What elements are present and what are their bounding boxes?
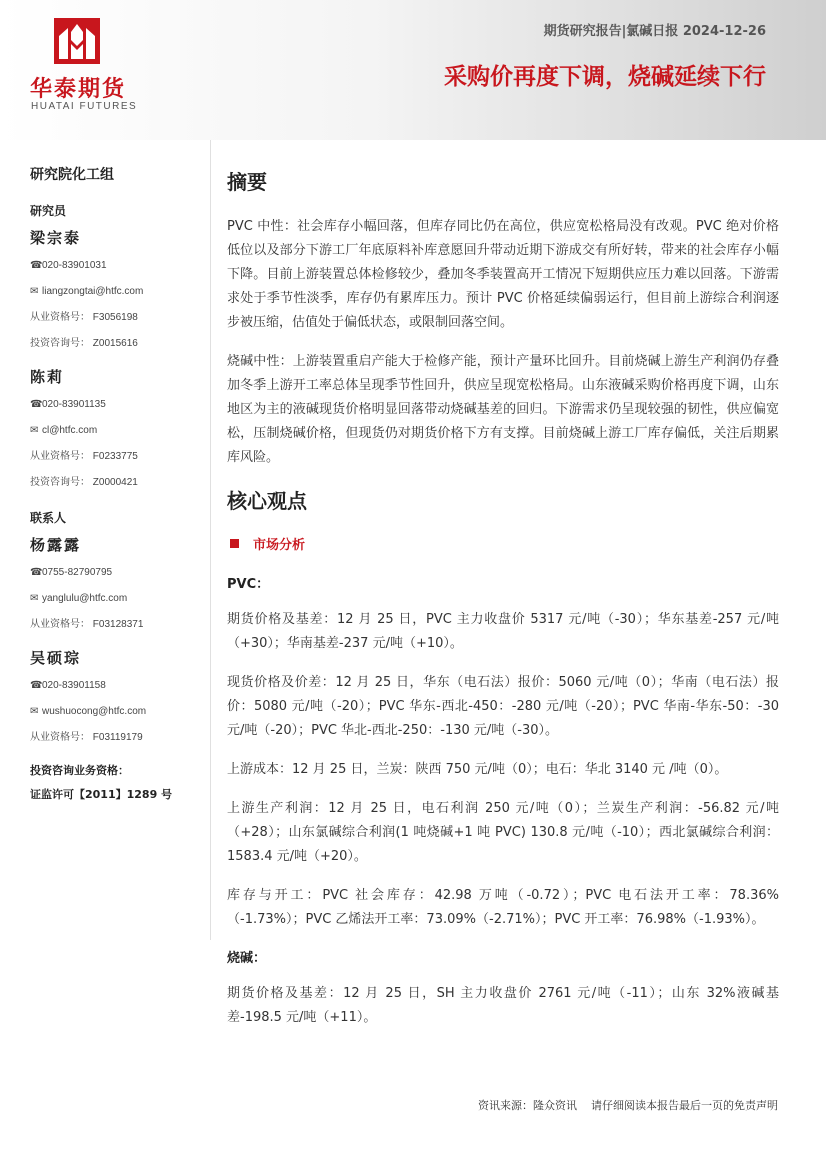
report-header [0, 0, 826, 140]
mail-icon: ✉ [30, 425, 39, 436]
contact-email[interactable]: yanglulu@htfc.com [42, 593, 128, 604]
author-email[interactable]: cl@htfc.com [42, 425, 98, 436]
author-phone: 020-83901135 [42, 399, 106, 410]
contact-card [30, 647, 200, 756]
summary-pvc-paragraph: PVC 中性：社会库存小幅回落，但库存同比仍在高位，供应宽松格局没有改观。PVC 绝对价格低位以及部分下游工厂年底原料补库意愿回升带动近期下游成交有所好转，带来的社会库存小幅下降。目前上游装置总体检修较少，叠加冬季装置高开工情况下短期供应压力难以回落。下游需求处于季节性淡季，库存仍有累库压力。预计 PVC 价格延续偏弱运行，但目前上游综合利润逐步被压缩，估值处于偏低状态，或限制回落空间。 [227, 219, 779, 330]
mail-icon: ✉ [30, 593, 39, 604]
phone-icon: ☎ [30, 399, 43, 410]
phone-icon: ☎ [30, 567, 43, 578]
market-analysis-heading [227, 534, 779, 553]
source-footer: 资讯来源：隆众资讯 请仔细阅读本报告最后一页的免责声明 [478, 1099, 778, 1112]
researcher-card [30, 366, 200, 501]
contact-phone: 0755-82790795 [42, 567, 113, 578]
logo-text-en: HUATAI FUTURES [31, 101, 138, 112]
pvc-spot-paragraph: 现货价格及价差：12 月 25 日，华东（电石法）报价：5060 元/吨（0）；华南（电石法）报价：5080 元/吨（-20）；PVC 华东-西北-450：-280 元/吨（-20）；PVC 华南-华东-50：-30 元/吨（-20）；PVC 华北-西北-250：-130 元/吨（-30）。 [227, 675, 779, 738]
pvc-inventory-paragraph: 库存与开工：PVC 社会库存：42.98 万吨（-0.72）；PVC 电石法开工率：78.36%（-1.73%）；PVC 乙烯法开工率：73.09%（-2.71%）；PVC 开工率：76.98%（-1.93%）。 [227, 888, 779, 927]
phone-icon: ☎ [30, 680, 43, 691]
researcher-card [30, 227, 200, 362]
pvc-futures-paragraph: 期货价格及基差：12 月 25 日，PVC 主力收盘价 5317 元/吨（-30）；华东基差-257 元/吨（+30）；华南基差-237 元/吨（+10）。 [227, 612, 779, 651]
summary-caustic-paragraph: 烧碱中性：上游装置重启产能大于检修产能，预计产量环比回升。目前烧碱上游生产利润仍存叠加冬季上游开工率总体呈现季节性回升，供应呈现宽松格局。山东液碱采购价格再度下调，山东地区为主的液碱现货价格明显回落带动烧碱基差的回归。下游需求仍呈现较强的韧性，供应偏宽松，压制烧碱价格，但现货仍对期货价格下方有支撑。目前烧碱上游工厂库存偏低，关注后期累库风险。 [227, 354, 779, 465]
pvc-profit-paragraph: 上游生产利润：12 月 25 日，电石利润 250 元/吨（0）；兰炭生产利润：-56.82 元/吨（+28）；山东氯碱综合利润(1 吨烧碱+1 吨 PVC) 130.8 元/吨（-10）；西北氯碱综合利润：1583.4 元/吨（+20）。 [227, 801, 779, 864]
author-name: 梁宗泰 [30, 229, 82, 247]
author-name: 陈莉 [30, 368, 65, 386]
core-view-heading: 核心观点 [227, 489, 307, 513]
license-number: 证监许可【2011】1289 号 [30, 788, 173, 801]
sidebar-divider [210, 140, 211, 940]
author-sidebar [30, 164, 200, 804]
author-qualification: 从业资格号： F3056198 [30, 312, 138, 323]
license-label: 投资咨询业务资格： [30, 764, 129, 777]
researcher-label: 研究员 [30, 204, 67, 218]
contact-email[interactable]: wushuocong@htfc.com [42, 706, 147, 717]
mail-icon: ✉ [30, 706, 39, 717]
author-qualification: 从业资格号： F0233775 [30, 451, 138, 462]
contact-label: 联系人 [30, 511, 67, 525]
report-title: 采购价再度下调，烧碱延续下行 [444, 64, 766, 90]
author-advisory-id: 投资咨询号： Z0015616 [30, 338, 138, 349]
contact-qualification: 从业资格号： F03128371 [30, 619, 144, 630]
contact-phone: 020-83901158 [42, 680, 106, 691]
report-body [227, 166, 779, 1045]
team-name: 研究院化工组 [30, 167, 114, 183]
summary-heading: 摘要 [227, 170, 267, 194]
pvc-cost-paragraph: 上游成本：12 月 25 日，兰炭：陕西 750 元/吨（0）；电石：华北 3140 元 /吨（0）。 [227, 762, 728, 777]
market-analysis-label: 市场分析 [253, 538, 306, 553]
contact-qualification: 从业资格号： F03119179 [30, 732, 143, 743]
contact-name: 杨露露 [30, 536, 82, 554]
pvc-subheading: PVC： [227, 577, 270, 592]
huatai-logo-icon [54, 18, 100, 64]
contact-card [30, 534, 200, 643]
report-type: 期货研究报告|氯碱日报 2024-12-26 [543, 24, 766, 39]
bullet-square-icon [230, 539, 239, 548]
caustic-futures-paragraph: 期货价格及基差：12 月 25 日，SH 主力收盘价 2761 元/吨（-11）；山东 32%液碱基差-198.5 元/吨（+11）。 [227, 986, 779, 1025]
contact-name: 吴硕琮 [30, 649, 82, 667]
author-email[interactable]: liangzongtai@htfc.com [42, 286, 144, 297]
phone-icon: ☎ [30, 260, 43, 271]
author-phone: 020-83901031 [42, 260, 107, 271]
caustic-subheading: 烧碱： [227, 951, 267, 966]
author-advisory-id: 投资咨询号： Z0000421 [30, 477, 138, 488]
mail-icon: ✉ [30, 286, 39, 297]
logo-text-cn: 华泰期货 [30, 77, 127, 102]
